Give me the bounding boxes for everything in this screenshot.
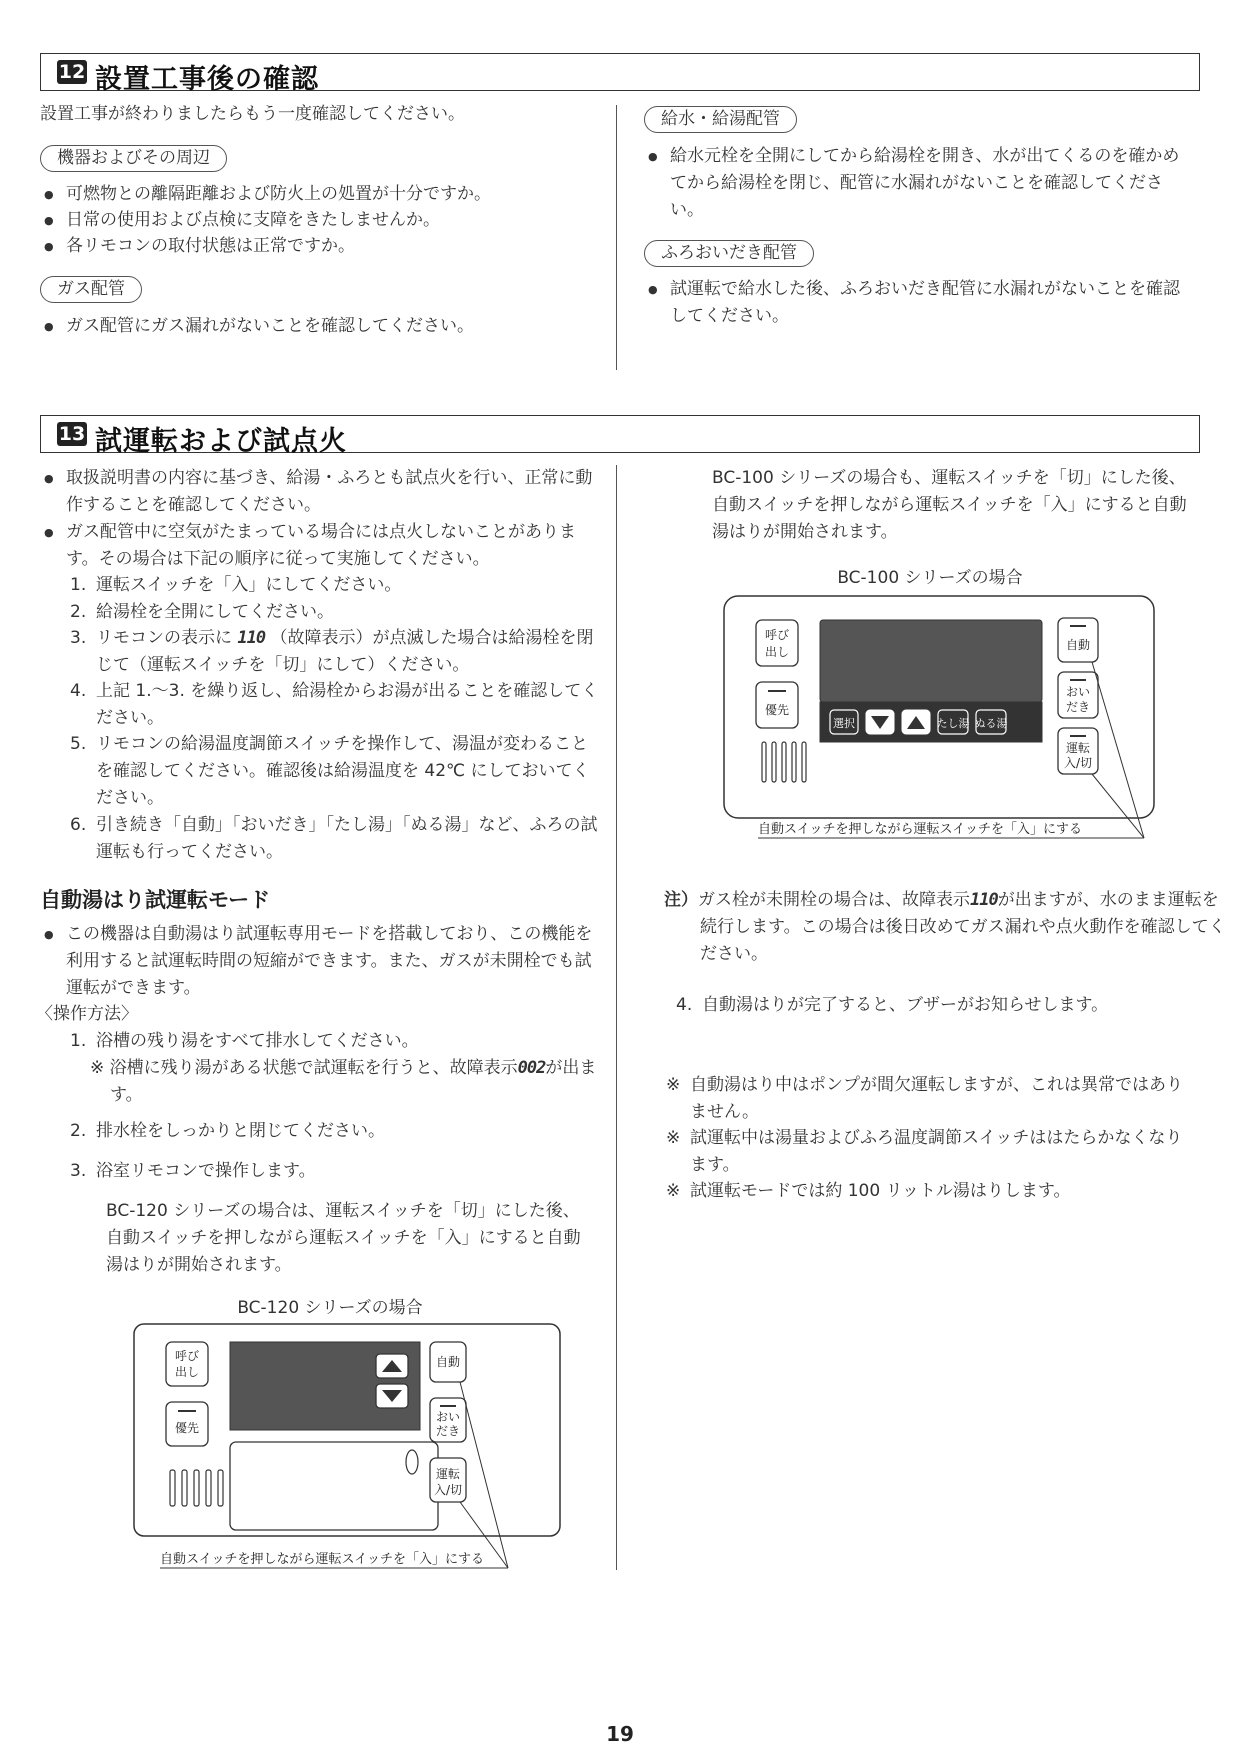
step-text: リモコンの給湯温度調節スイッチを操作して、湯温が変わることを確認してください。確認後は給湯温度を 42℃ にしておいてください。 [96,734,590,808]
step-6 [70,812,600,866]
btn-jidou: 自動 [435,1355,461,1369]
step-text: 浴室リモコンで操作します。 [96,1161,316,1181]
bc120-caption: BC-120 シリーズの場合 [237,1298,423,1318]
caution-note [664,887,1230,968]
op-step-1 [70,1028,600,1055]
btn-unten-2: 入/切 [433,1483,463,1497]
step-text-pre: リモコンの表示に [96,628,232,648]
diagram-caption: 自動スイッチを押しながら運転スイッチを「入」にする [160,1552,484,1567]
list-item: ● ガス配管中に空気がたまっている場合には点火しないことがあります。その場合は下記の順序に従って実施してください。 [42,519,602,573]
step-4 [70,678,600,732]
step-3 [70,625,600,679]
step-number: 5. [70,734,87,754]
section-13-header [40,415,1200,457]
section-number: 13 [58,423,86,445]
step-text: 浴槽の残り湯をすべて排水してください。 [96,1031,419,1051]
error-code: 002 [517,1058,546,1078]
btn-unten-2: 入/切 [1063,756,1093,770]
bc100-caption: BC-100 シリーズの場合 [837,568,1023,588]
operation-label: 〈操作方法〉 [36,1004,138,1024]
btn-sentaku: 選択 [833,717,855,730]
step-number: 4. [676,995,693,1015]
step-1 [70,572,600,599]
page-number: 19 [606,1722,634,1746]
step-text-post: （故障表示）が点滅した場合は給湯栓を閉じて（運転スイッチを「切」にして）ください。 [96,628,594,675]
op-step-2 [70,1118,600,1145]
column-divider [616,465,617,1570]
note-pre: ※ 浴槽に残り湯がある状態で試運転を行うと、故障表示 [90,1058,518,1078]
bc120-remote-diagram [130,1320,570,1580]
caution-pre: ガス栓が未開栓の場合は、故障表示 [698,890,970,910]
step-text: 排水栓をしっかりと閉じてください。 [96,1121,385,1141]
step-text: 上記 1.～3. を繰り返し、給湯栓からお湯が出ることを確認してください。 [96,681,599,728]
mode-title: 自動湯はり試運転モード [40,888,271,912]
btn-yobidashi-1: 呼び [174,1349,200,1363]
step-number: 2. [70,602,87,622]
label-gas-pipe: ガス配管 [40,276,142,303]
step-2 [70,599,600,626]
section-title: 設置工事後の確認 [95,64,319,95]
label-bath-pipe: ふろおいだき配管 [644,240,814,267]
label-water-pipe: 給水・給湯配管 [644,106,797,133]
op-step-4 [676,992,1196,1019]
step-number: 2. [70,1121,87,1141]
btn-unten-1: 運転 [435,1467,461,1481]
list-item: ● 給水元栓を全開にしてから給湯栓を開き、水が出てくるのを確かめてから給湯栓を閉じ、配管に水漏れがないことを確認してください。 [646,143,1192,224]
note-text: 自動湯はり中はポンプが間欠運転しますが、これは異常ではありません。 [690,1075,1183,1122]
btn-unten-1: 運転 [1065,741,1091,755]
section-title: 試運転および試点火 [95,426,347,457]
list-item: ● 試運転で給水した後、ふろおいだき配管に水漏れがないことを確認してください。 [646,276,1192,330]
btn-yobidashi-2: 出し [764,645,790,659]
btn-yusen: 優先 [174,1421,200,1435]
btn-jidou: 自動 [1065,638,1091,652]
list-item: ● 日常の使用および点検に支障をきたしませんか。 [42,207,602,234]
btn-yobidashi-1: 呼び [764,628,790,642]
bc120-text: BC-120 シリーズの場合は、運転スイッチを「切」にした後、自動スイッチを押しながら運転スイッチを「入」にすると自動湯はりが開始されます。 [106,1201,581,1275]
section-12-header [40,53,1200,95]
list-item: ● 各リモコンの取付状態は正常ですか。 [42,233,602,260]
op-step-3 [70,1158,600,1185]
btn-tashiyu: たし湯 [936,717,970,730]
op-note [90,1055,620,1109]
btn-nuruyu: ぬる湯 [974,717,1008,730]
label-equipment: 機器およびその周辺 [40,145,227,172]
btn-oidaki-1: おい [1065,685,1091,699]
list-item: ● 取扱説明書の内容に基づき、給湯・ふろとも試点火を行い、正常に動作することを確認してください。 [42,465,602,519]
bc100-text: BC-100 シリーズの場合も、運転スイッチを「切」にした後、自動スイッチを押しながら運転スイッチを「入」にすると自動湯はりが開始されます。 [712,468,1187,542]
step-number: 1. [70,575,87,595]
step-number: 3. [70,1161,87,1181]
list-item: ● この機器は自動湯はり試運転専用モードを搭載しており、この機能を利用すると試運転時間の短縮ができます。また、ガスが未開栓でも試運転ができます。 [42,921,602,1002]
bc100-remote-diagram [720,592,1170,852]
step-5 [70,731,600,812]
step-text: 引き続き「自動」「おいだき」「たし湯」「ぬる湯」など、ふろの試運転も行ってください。 [96,815,598,862]
note-item [666,1178,1194,1205]
caution-post: が出ますが、水のまま運転を続行します。この場合は後日改めてガス漏れや点火動作を確認してください。 [700,890,1226,964]
note-mark: ※ [666,1128,681,1148]
btn-yobidashi-2: 出し [174,1365,200,1379]
step-number: 1. [70,1031,87,1051]
step-text: 給湯栓を全開にしてください。 [96,602,334,622]
btn-yusen: 優先 [764,703,790,717]
btn-oidaki-2: だき [1065,700,1091,714]
btn-oidaki-1: おい [435,1410,461,1424]
note-text: 試運転モードでは約 100 リットル湯はりします。 [690,1181,1071,1201]
diagram-caption: 自動スイッチを押しながら運転スイッチを「入」にする [758,822,1082,837]
step-number: 3. [70,628,87,648]
btn-oidaki-2: だき [435,1424,461,1438]
note-item [666,1072,1194,1126]
list-item: ● ガス配管にガス漏れがないことを確認してください。 [42,313,602,340]
note-text: 試運転中は湯量およびふろ温度調節スイッチははたらかなくなります。 [690,1128,1183,1175]
error-code: 110 [970,890,998,910]
caution-label: 注） [664,890,698,910]
list-item: ● 可燃物との離隔距離および防火上の処置が十分ですか。 [42,181,602,208]
column-divider [616,105,617,370]
note-mark: ※ [666,1075,681,1095]
section-number: 12 [58,61,86,83]
step-number: 6. [70,815,87,835]
note-post: が出ます。 [110,1058,597,1105]
step-text: 自動湯はりが完了すると、ブザーがお知らせします。 [702,995,1109,1015]
note-mark: ※ [666,1181,681,1201]
step-text: 運転スイッチを「入」にしてください。 [96,575,402,595]
note-item [666,1125,1194,1179]
step-number: 4. [70,681,87,701]
error-code: 110 [237,628,266,648]
intro-text: 設置工事が終わりましたらもう一度確認してください。 [40,104,465,124]
